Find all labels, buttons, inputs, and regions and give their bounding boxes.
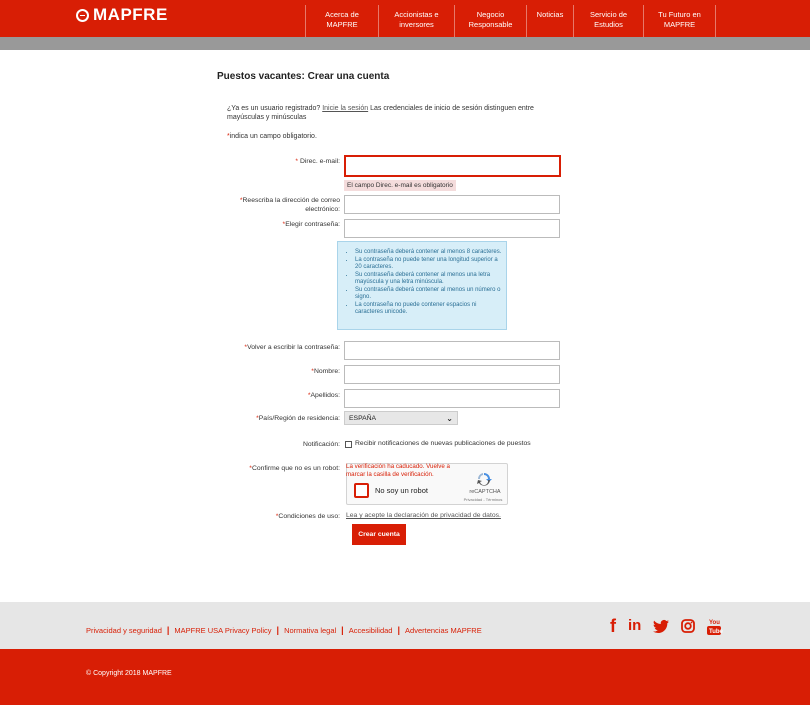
footer-link-privacidad[interactable]: Privacidad y seguridad	[86, 625, 162, 635]
instagram-icon[interactable]	[681, 617, 695, 635]
email-confirm-field[interactable]	[344, 195, 560, 214]
country-select[interactable]: ESPAÑA ⌄	[344, 411, 458, 425]
footer-link-normativa[interactable]: Normativa legal	[284, 625, 337, 635]
footer-links	[86, 625, 482, 635]
nav-item-accionistas[interactable]: Accionistas e inversores	[378, 5, 454, 37]
nav-item-noticias[interactable]: Noticias	[526, 5, 573, 37]
twitter-icon[interactable]	[653, 617, 669, 635]
login-intro: ¿Ya es un usuario registrado? Inicie la sesión Las credenciales de inicio de sesión distinguen entre mayúsculas y minúsculas	[227, 105, 534, 121]
first-name-label: *Nombre:	[311, 368, 340, 375]
recaptcha-checkbox[interactable]	[354, 483, 369, 498]
notification-checkbox-label: Recibir notificaciones de nuevas publicaciones de puestos	[355, 440, 531, 447]
nav-item-negocio[interactable]: Negocio Responsable	[454, 5, 526, 37]
nav-item-estudios[interactable]: Servicio de Estudios	[573, 5, 643, 37]
page-title: Puestos vacantes: Crear una cuenta	[217, 71, 390, 82]
password-rules	[337, 241, 507, 330]
mapfre-logo[interactable]	[76, 6, 168, 24]
top-bar	[0, 0, 810, 37]
last-name-field[interactable]	[344, 389, 560, 408]
notification-label: Notificación:	[302, 441, 340, 448]
password-rule: • Su contraseña deberá contener al menos 8 caracteres.	[355, 249, 502, 257]
chevron-down-icon: ⌄	[446, 414, 453, 423]
recaptcha-terms[interactable]: Privacidad - Términos	[463, 497, 503, 502]
footer-bottom	[0, 649, 810, 705]
footer-link-usa-privacy[interactable]: MAPFRE USA Privacy Policy	[174, 625, 272, 635]
copyright: © Copyright 2018 MAPFRE	[86, 670, 172, 677]
social-icons	[610, 617, 733, 635]
password-rule: • Su contraseña deberá contener al menos un número o signo.	[355, 287, 502, 302]
password-rule: • La contraseña no puede contener espacios ni caracteres unicode.	[355, 302, 502, 317]
email-label: * Direc. e-mail:	[295, 158, 340, 165]
country-label: *País/Región de residencia:	[256, 415, 340, 422]
terms-label: *Condiciones de uso:	[275, 513, 340, 520]
linkedin-icon[interactable]: in	[628, 617, 642, 634]
footer-link-accesibilidad[interactable]: Accesibilidad	[348, 625, 393, 635]
svg-text:You: You	[709, 619, 721, 626]
password-rule: • Su contraseña deberá contener al menos una letra mayúscula y una letra minúscula.	[355, 272, 502, 287]
last-name-label: *Apellidos:	[307, 392, 340, 399]
youtube-icon[interactable]	[707, 617, 724, 635]
password-confirm-field[interactable]	[344, 341, 560, 360]
privacy-declaration-link[interactable]: Lea y acepte la declaración de privacidad de datos.	[346, 512, 501, 519]
password-label: *Elegir contraseña:	[282, 221, 340, 228]
footer-separator: |	[276, 625, 280, 635]
password-confirm-label: *Volver a escribir la contraseña:	[244, 344, 340, 351]
password-field[interactable]	[344, 219, 560, 238]
email-confirm-label: *Reescriba la dirección de correo electrónico:	[239, 197, 340, 213]
logo-text: MAPFRE	[93, 5, 168, 24]
login-link[interactable]: Inicie la sesión	[322, 105, 369, 112]
footer-separator: |	[166, 625, 170, 635]
recaptcha-icon	[475, 472, 493, 487]
required-note: *indica un campo obligatorio.	[227, 133, 317, 140]
mapfre-logo-icon	[76, 9, 89, 22]
recaptcha-label: No soy un robot	[375, 486, 428, 495]
footer-separator: |	[397, 625, 401, 635]
email-error: El campo Direc. e-mail es obligatorio	[344, 180, 456, 191]
svg-text:Tube: Tube	[709, 628, 724, 635]
email-field[interactable]	[344, 155, 561, 177]
create-account-button[interactable]: Crear cuenta	[352, 524, 406, 545]
recaptcha-brand: reCAPTCHA	[469, 489, 501, 495]
robot-label: *Confirme que no es un robot:	[249, 465, 340, 472]
nav-item-futuro[interactable]: Tu Futuro en MAPFRE	[643, 5, 716, 37]
password-rule: • La contraseña no puede tener una longitud superior a 20 caracteres.	[355, 257, 502, 272]
facebook-icon[interactable]: f	[610, 616, 616, 636]
footer-separator: |	[341, 625, 344, 635]
captcha-error: La verificación ha caducado. Vuelve a marcar la casilla de verificación.	[346, 463, 450, 478]
footer-link-advertencias[interactable]: Advertencias MAPFRE	[405, 625, 482, 635]
main-nav	[305, 5, 716, 37]
nav-item-acerca[interactable]: Acerca de MAPFRE	[305, 5, 378, 37]
sub-bar	[0, 37, 810, 50]
notification-checkbox[interactable]	[345, 441, 352, 448]
first-name-field[interactable]	[344, 365, 560, 384]
